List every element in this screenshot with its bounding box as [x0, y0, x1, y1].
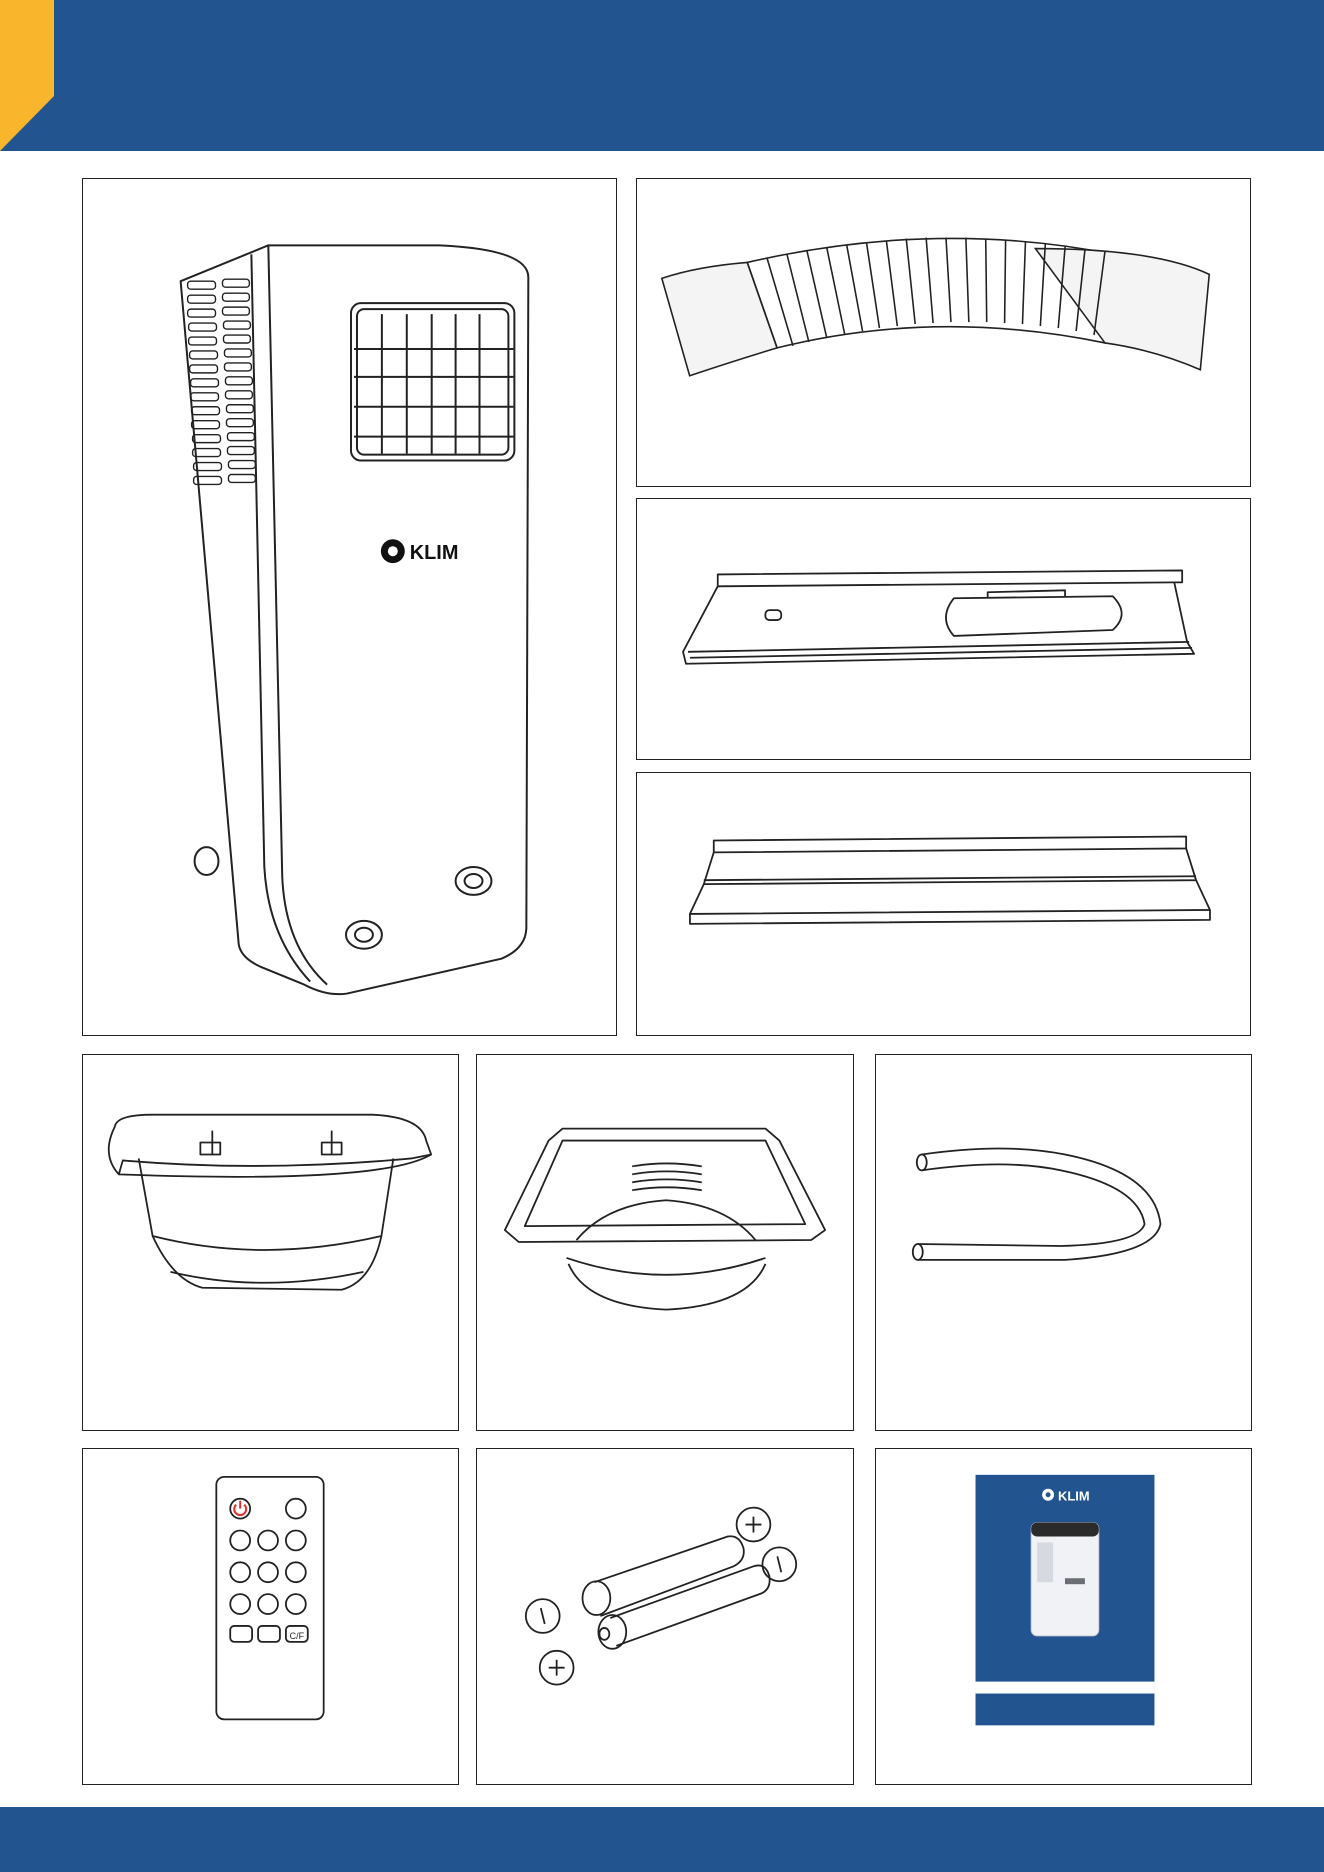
aaa-batteries-icon	[477, 1449, 853, 1784]
panel-exhaust-hose	[636, 178, 1251, 487]
corner-accent	[0, 0, 54, 151]
header-bar	[0, 0, 1324, 151]
panel-window-slider-panel	[636, 498, 1251, 760]
remote-control-icon	[83, 1449, 458, 1784]
window-adapter-icon	[83, 1055, 458, 1430]
panel-user-manual	[875, 1448, 1252, 1785]
klim-logo	[381, 539, 459, 564]
panel-unit-hose-connector	[476, 1054, 854, 1431]
svg-text:KLIM: KLIM	[1058, 1488, 1090, 1504]
user-manual-icon	[876, 1449, 1251, 1784]
hose-connector-icon	[477, 1055, 853, 1430]
flexible-hose-icon	[637, 179, 1250, 486]
window-panel-icon	[637, 499, 1250, 759]
drain-tube-icon	[876, 1055, 1251, 1430]
panel-drain-tube	[875, 1054, 1252, 1431]
panel-window-adapter	[82, 1054, 459, 1431]
panel-window-slider-extension	[636, 772, 1251, 1036]
power-icon	[234, 1501, 246, 1515]
svg-text:C/F: C/F	[289, 1630, 305, 1641]
footer-bar	[0, 1807, 1324, 1872]
portable-air-conditioner-icon	[83, 179, 616, 1035]
svg-text:KLIM: KLIM	[409, 542, 459, 565]
panel-air-conditioner-unit	[82, 178, 617, 1036]
window-panel-extension-icon	[637, 773, 1250, 1035]
panel-batteries	[476, 1448, 854, 1785]
panel-remote-control	[82, 1448, 459, 1785]
manual-product-image	[1031, 1523, 1099, 1636]
